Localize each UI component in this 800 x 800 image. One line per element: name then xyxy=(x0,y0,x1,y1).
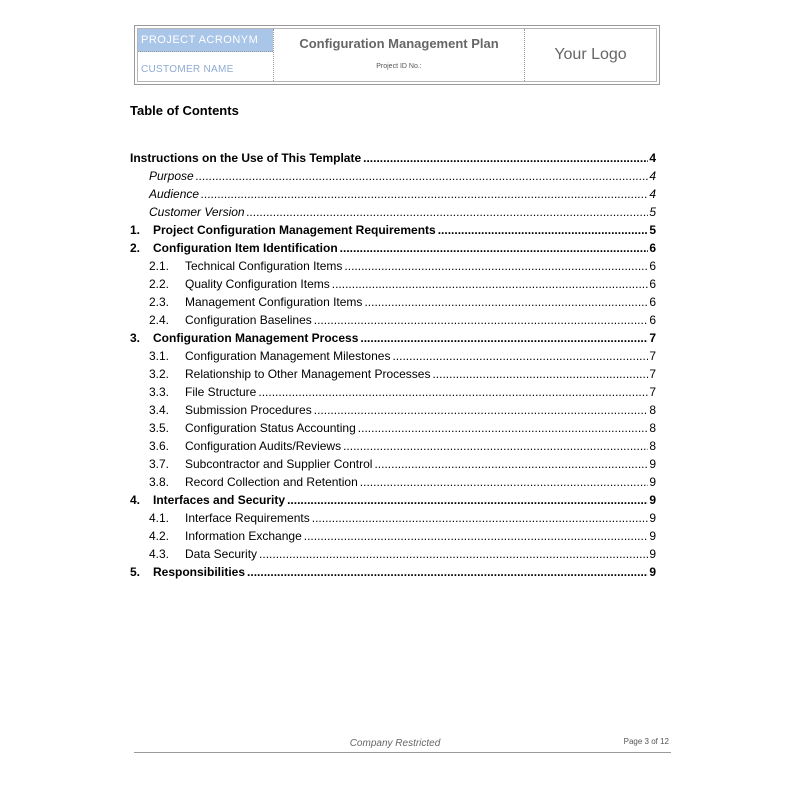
toc-entry-page: 9 xyxy=(649,565,656,579)
toc-entry-title: Responsibilities xyxy=(153,565,246,579)
toc-entry[interactable] xyxy=(130,293,656,311)
toc-entry[interactable] xyxy=(130,365,656,383)
toc-entry[interactable] xyxy=(130,419,656,437)
toc-dot-leader xyxy=(358,419,649,437)
toc-dot-leader xyxy=(259,545,648,563)
toc-entry-page: 7 xyxy=(649,367,656,381)
toc-entry[interactable] xyxy=(130,221,656,239)
toc-entry[interactable] xyxy=(130,491,656,509)
toc-entry-page: 6 xyxy=(649,313,656,327)
toc-entry-number: 3.5. xyxy=(149,421,170,435)
toc-dot-leader xyxy=(340,239,649,257)
toc-dot-leader xyxy=(304,527,649,545)
toc-entry-title: Configuration Item Identification xyxy=(153,241,338,255)
table-of-contents xyxy=(130,149,656,581)
toc-entry-number: 2.4. xyxy=(149,313,170,327)
toc-entry[interactable] xyxy=(130,563,656,581)
toc-entry-page: 4 xyxy=(649,151,656,165)
toc-entry[interactable] xyxy=(130,383,656,401)
project-id-label: Project ID No.: xyxy=(376,63,422,70)
toc-entry-page: 9 xyxy=(649,511,656,525)
header-left-cell xyxy=(138,29,274,81)
toc-dot-leader xyxy=(314,401,649,419)
toc-dot-leader xyxy=(343,437,648,455)
footer-classification: Company Restricted xyxy=(349,738,441,749)
toc-entry-number: 3.6. xyxy=(149,439,170,453)
toc-entry-page: 7 xyxy=(649,349,656,363)
toc-entry-page: 4 xyxy=(649,187,656,201)
toc-entry-title: Configuration Status Accounting xyxy=(185,421,356,435)
toc-entry-title: Technical Configuration Items xyxy=(185,259,343,273)
toc-dot-leader xyxy=(364,293,648,311)
toc-entry-number: 2.1. xyxy=(149,259,170,273)
toc-entry[interactable] xyxy=(130,203,656,221)
toc-entry-page: 4 xyxy=(649,169,656,183)
toc-dot-leader xyxy=(344,257,648,275)
toc-entry-number: 4. xyxy=(130,493,141,507)
toc-entry-number: 5. xyxy=(130,565,141,579)
toc-entry[interactable] xyxy=(130,347,656,365)
toc-dot-leader xyxy=(438,221,649,239)
toc-dot-leader xyxy=(363,149,648,167)
toc-entry-page: 6 xyxy=(649,259,656,273)
toc-entry-title: Subcontractor and Supplier Control xyxy=(185,457,373,471)
footer-page-number: Page 3 of 12 xyxy=(623,737,669,746)
toc-dot-leader xyxy=(258,383,648,401)
toc-entry-title: Record Collection and Retention xyxy=(185,475,358,489)
toc-entry-title: Submission Procedures xyxy=(185,403,312,417)
toc-entry-page: 6 xyxy=(649,295,656,309)
toc-entry-page: 5 xyxy=(649,205,656,219)
customer-name: CUSTOMER NAME xyxy=(141,64,234,75)
toc-entry[interactable] xyxy=(130,239,656,257)
document-title: Configuration Management Plan xyxy=(299,36,499,51)
toc-dot-leader xyxy=(196,167,649,185)
toc-entry-page: 9 xyxy=(649,547,656,561)
toc-entry-number: 2. xyxy=(130,241,141,255)
toc-entry-page: 9 xyxy=(649,475,656,489)
footer-divider xyxy=(134,752,671,753)
toc-dot-leader xyxy=(247,203,649,221)
toc-entry-page: 7 xyxy=(649,385,656,399)
toc-entry-title: Quality Configuration Items xyxy=(185,277,330,291)
toc-dot-leader xyxy=(287,491,648,509)
toc-entry-page: 6 xyxy=(649,241,656,255)
toc-entry-number: 3.3. xyxy=(149,385,170,399)
toc-entry[interactable] xyxy=(130,257,656,275)
toc-entry-number: 4.2. xyxy=(149,529,170,543)
toc-entry[interactable] xyxy=(130,329,656,347)
toc-entry-title: Purpose xyxy=(149,169,194,183)
toc-entry-page: 8 xyxy=(649,403,656,417)
toc-dot-leader xyxy=(312,509,649,527)
toc-dot-leader xyxy=(432,365,648,383)
toc-entry-title: File Structure xyxy=(185,385,257,399)
toc-entry-page: 9 xyxy=(649,493,656,507)
toc-entry[interactable] xyxy=(130,185,656,203)
toc-entry[interactable] xyxy=(130,509,656,527)
toc-entry[interactable] xyxy=(130,167,656,185)
toc-entry-page: 8 xyxy=(649,439,656,453)
toc-entry-title: Relationship to Other Management Processes xyxy=(185,367,431,381)
toc-entry-number: 3.8. xyxy=(149,475,170,489)
toc-entry-number: 1. xyxy=(130,223,141,237)
toc-entry-number: 3.2. xyxy=(149,367,170,381)
toc-entry-title: Information Exchange xyxy=(185,529,302,543)
toc-dot-leader xyxy=(332,275,649,293)
header-title-cell xyxy=(274,29,525,81)
toc-entry-number: 4.1. xyxy=(149,511,170,525)
toc-entry[interactable] xyxy=(130,455,656,473)
toc-dot-leader xyxy=(392,347,648,365)
toc-entry[interactable] xyxy=(130,401,656,419)
toc-entry-page: 9 xyxy=(649,529,656,543)
toc-entry-title: Interface Requirements xyxy=(185,511,310,525)
toc-entry-title: Data Security xyxy=(185,547,258,561)
toc-entry-page: 8 xyxy=(649,421,656,435)
toc-entry-title: Project Configuration Management Requirements xyxy=(153,223,436,237)
header-table xyxy=(137,28,657,82)
toc-dot-leader xyxy=(360,329,648,347)
toc-dot-leader xyxy=(314,311,649,329)
toc-entry-number: 3.4. xyxy=(149,403,170,417)
document-header xyxy=(134,25,660,85)
toc-entry-number: 3.1. xyxy=(149,349,170,363)
toc-entry[interactable] xyxy=(130,545,656,563)
toc-entry-title: Configuration Management Milestones xyxy=(185,349,391,363)
logo-placeholder: Your Logo xyxy=(554,46,627,63)
toc-entry-number: 2.3. xyxy=(149,295,170,309)
toc-entry-title: Configuration Audits/Reviews xyxy=(185,439,342,453)
toc-entry-number: 2.2. xyxy=(149,277,170,291)
toc-entry[interactable] xyxy=(130,527,656,545)
toc-entry-number: 3.7. xyxy=(149,457,170,471)
toc-entry[interactable] xyxy=(130,149,656,167)
toc-heading: Table of Contents xyxy=(130,103,239,118)
toc-entry[interactable] xyxy=(130,275,656,293)
toc-entry-title: Configuration Management Process xyxy=(153,331,359,345)
toc-dot-leader xyxy=(201,185,648,203)
toc-entry[interactable] xyxy=(130,473,656,491)
toc-entry-number: 4.3. xyxy=(149,547,170,561)
toc-entry-title: Audience xyxy=(149,187,200,201)
toc-dot-leader xyxy=(247,563,648,581)
toc-dot-leader xyxy=(374,455,648,473)
toc-entry-page: 7 xyxy=(649,331,656,345)
toc-entry-title: Configuration Baselines xyxy=(185,313,312,327)
toc-entry-page: 5 xyxy=(649,223,656,237)
toc-entry[interactable] xyxy=(130,311,656,329)
toc-entry-title: Management Configuration Items xyxy=(185,295,363,309)
toc-entry[interactable] xyxy=(130,437,656,455)
toc-entry-title: Interfaces and Security xyxy=(153,493,286,507)
toc-entry-number: 3. xyxy=(130,331,141,345)
toc-entry-title: Customer Version xyxy=(149,205,245,219)
project-acronym: PROJECT ACRONYM xyxy=(138,29,273,52)
toc-entry-page: 6 xyxy=(649,277,656,291)
toc-entry-title: Instructions on the Use of This Template xyxy=(130,151,362,165)
toc-dot-leader xyxy=(360,473,649,491)
toc-entry-page: 9 xyxy=(649,457,656,471)
